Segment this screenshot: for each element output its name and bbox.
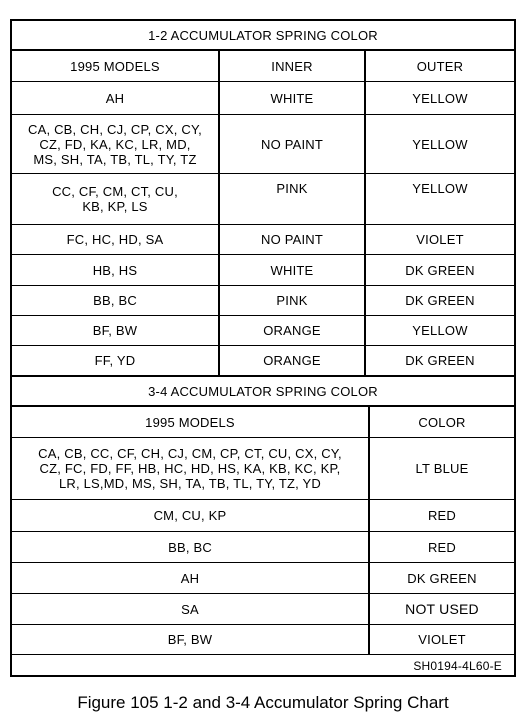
outer-cell: VIOLET <box>364 225 514 254</box>
models-cell: CM, CU, KP <box>153 508 227 523</box>
table-row <box>12 531 514 562</box>
color-cell: VIOLET <box>368 625 514 654</box>
models-cell: AH <box>105 90 125 106</box>
models-cell: BF, BW <box>92 323 138 338</box>
table-row <box>12 81 514 114</box>
models-cell: BB, BC <box>93 293 137 308</box>
inner-cell: ORANGE <box>218 316 364 345</box>
table-row <box>12 114 514 173</box>
table2-title: 3-4 ACCUMULATOR SPRING COLOR <box>148 383 378 399</box>
table-row <box>12 499 514 531</box>
inner-cell: PINK <box>218 174 364 224</box>
table2-header-row <box>12 405 514 437</box>
models-cell: FF, YD <box>94 353 136 368</box>
inner-cell: PINK <box>218 286 364 315</box>
models-cell: BB, BC <box>168 539 212 555</box>
table-row <box>12 593 514 624</box>
inner-cell: WHITE <box>218 82 364 114</box>
figure-caption: Figure 105 1-2 and 3-4 Accumulator Spring Chart <box>77 693 449 712</box>
models-cell: HB, HS <box>92 262 138 278</box>
table1-header-row <box>12 49 514 81</box>
table1-header-models: 1995 MODELS <box>70 58 160 74</box>
outer-cell: YELLOW <box>364 316 514 345</box>
color-cell: NOT USED <box>368 594 514 624</box>
table2-header-color: COLOR <box>368 407 514 437</box>
outer-cell: DK GREEN <box>364 255 514 285</box>
outer-cell: YELLOW <box>364 174 514 224</box>
spring-chart-table <box>10 19 516 677</box>
color-cell: RED <box>368 532 514 562</box>
table-row <box>12 345 514 375</box>
table-row <box>12 437 514 499</box>
inner-cell: NO PAINT <box>218 115 364 173</box>
table-row <box>12 254 514 285</box>
models-cell: CA, CB, CH, CJ, CP, CX, CY, CZ, FD, KA, KC, LR, MD, MS, SH, TA, TB, TL, TY, TZ <box>28 121 202 167</box>
table1-title-row <box>12 21 514 49</box>
models-cell: BF, BW <box>167 632 213 647</box>
models-cell: CC, CF, CM, CT, CU, KB, KP, LS <box>52 184 178 214</box>
color-cell: LT BLUE <box>368 438 514 499</box>
table-row <box>12 315 514 345</box>
table1-title: 1-2 ACCUMULATOR SPRING COLOR <box>148 27 378 43</box>
models-cell: AH <box>180 570 200 586</box>
models-cell: CA, CB, CC, CF, CH, CJ, CM, CP, CT, CU, CX, CY, CZ, FC, FD, FF, HB, HC, HD, HS, KA, KB, KC, KP, LR, LS,MD, MS, SH, TA, TB, TL, TY, TZ, YD <box>38 446 342 491</box>
table-row <box>12 285 514 315</box>
models-cell: FC, HC, HD, SA <box>66 232 164 247</box>
outer-cell: DK GREEN <box>364 346 514 375</box>
table1-header-inner: INNER <box>218 51 364 81</box>
table-row <box>12 173 514 224</box>
outer-cell: DK GREEN <box>364 286 514 315</box>
table2-title-row <box>12 375 514 405</box>
table2-header-models: 1995 MODELS <box>145 414 235 430</box>
table-row <box>12 624 514 654</box>
color-cell: RED <box>368 500 514 531</box>
table-row <box>12 562 514 593</box>
table-row <box>12 224 514 254</box>
figure-code: SH0194-4L60-E <box>413 658 502 673</box>
inner-cell: NO PAINT <box>218 225 364 254</box>
color-cell: DK GREEN <box>368 563 514 593</box>
outer-cell: YELLOW <box>364 115 514 173</box>
inner-cell: ORANGE <box>218 346 364 375</box>
inner-cell: WHITE <box>218 255 364 285</box>
outer-cell: YELLOW <box>364 82 514 114</box>
table1-header-outer: OUTER <box>364 51 514 81</box>
models-cell: SA <box>181 601 199 617</box>
figure-code-row <box>12 654 514 677</box>
